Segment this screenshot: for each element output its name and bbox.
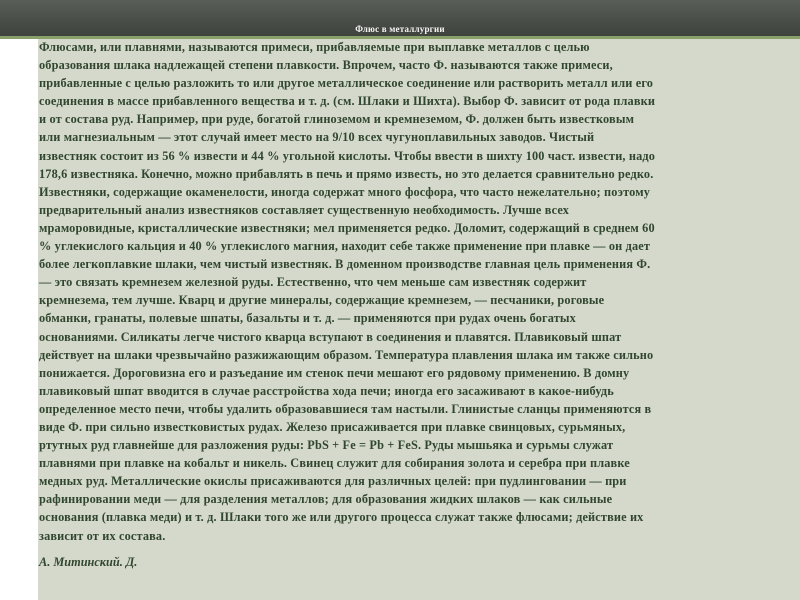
article-body-text: Флюсами, или плавнями, называются примеси, прибавляемые при выплавке металлов с целью образования шлака надлежащей степени плавкости. Впрочем, часто Ф. называются также примеси, прибавленные с целью разложить то или другое металлическое соединение или растворить металл или его соединения в массе прибавленного вещества и т. д. (см. Шлаки и Шихта). Выбор Ф. зависит от рода плавки и от состава руд. Например, при руде, богатой глиноземом и кремнеземом, Ф. должен быть известковым или магнезиальным — этот случай имеет место на 9/10 всех чугуноплавильных заводов. Чистый известняк состоит из 56 % извести и 44 % угольной кислоты. Чтобы ввести в шихту 100 част. извести, надо 178,6 известняка. Конечно, можно прибавлять в печь и прямо известь, но это делается сравнительно редко. Известняки, содержащие окаменелости, иногда содержат много фосфора, что часто нежелательно; поэтому предварительный анализ известняков составляет существенную необходимость. Лучше всех мраморовидные, кристаллические известняки; мел применяется редко. Доломит, содержащий в среднем 60 % углекислого кальция и 40 % углекислого магния, находит себе также применение при плавке — он дает более легкоплавкие шлаки, чем чистый известняк. В доменном производстве главная цель применения Ф. — это связать кремнезем железной руды. Естественно, что чем меньше сам известняк содержит кремнезема, тем лучше. Кварц и другие минералы, содержащие кремнезем, — песчаники, роговые обманки, гранаты, полевые шпаты, базальты и т. д. — применяются при рудах очень богатых основаниями. Силикаты легче чистого кварца вступают в соединения и плавятся. Плавиковый шпат действует на шлаки чрезвычайно разжижающим образом. Температура плавления шлака им также сильно понижается. Дороговизна его и разъедание им стенок печи мешают его рядовому применению. В домну плавиковый шпат вводится в случае расстройства хода печи; иногда его засаживают в какое-нибудь определенное место печи, чтобы удалить образовавшиеся там настыли. Глинистые сланцы применяются в виде Ф. при сильно известковистых рудах. Железо присаживается при плавке свинцовых, сурьмяных, ртутных руд главнейше для разложения руды: PbS + Fe = Pb + FeS. Руды мышьяка и сурьмы служат плавнями при плавке на кобальт и никель. Свинец служит для собирания золота и серебра при плавке медных руд. Металлические окислы присаживаются для различных целей: при пудлинговании — при рафинировании меди — для разделения металлов; для образования жидких шлаков — как сильные основания (плавка меди) и т. д. Шлаки того же или другого процесса служат также флюсами; действие их зависит от их состава. bbox=[39, 40, 656, 543]
article-author: А. Митинский. Д. bbox=[39, 555, 138, 569]
slide-title: Флюс в металлургии bbox=[355, 24, 445, 34]
